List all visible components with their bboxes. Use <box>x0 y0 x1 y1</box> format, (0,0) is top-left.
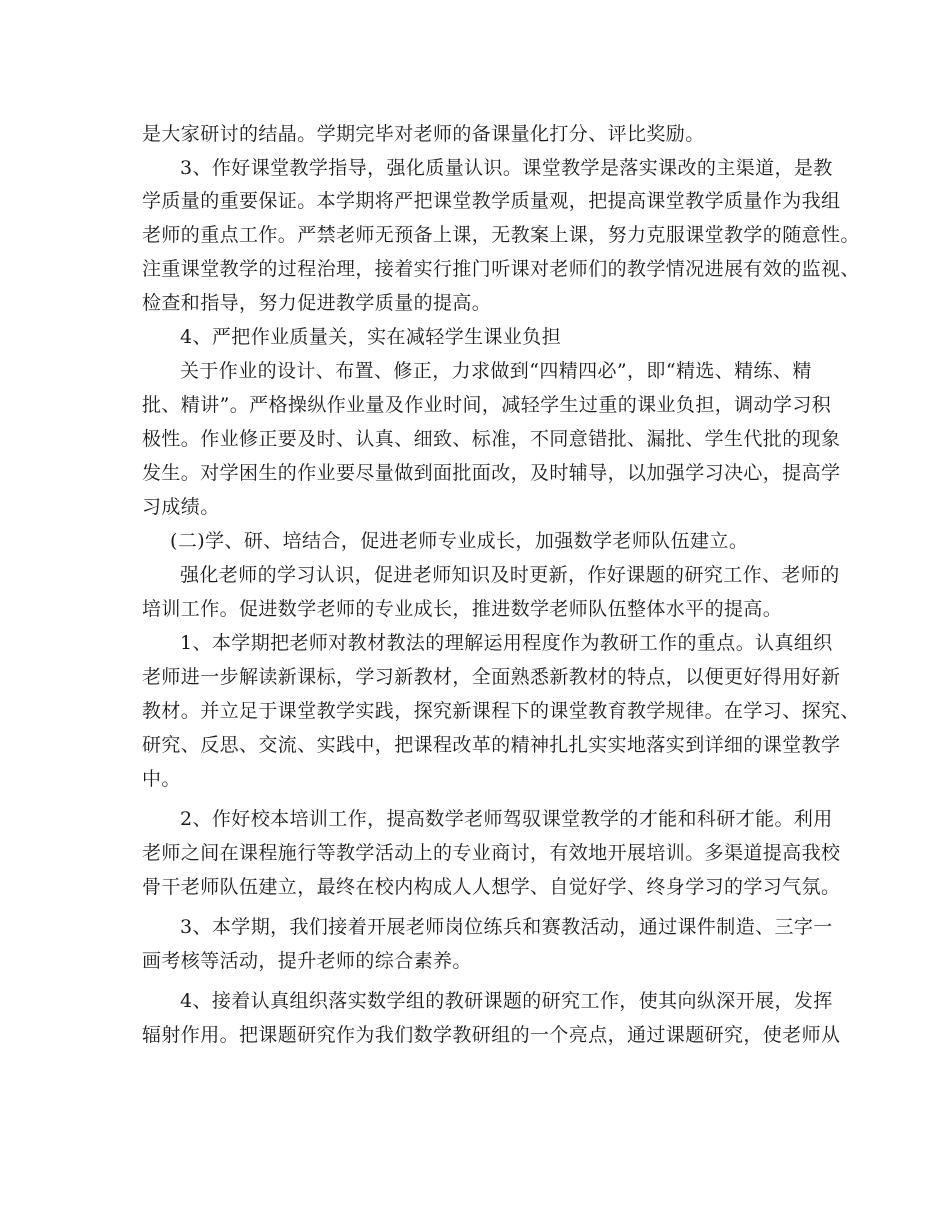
text-line: 强化老师的学习认识，促进老师知识及时更新，作好课题的研究工作、老师的 <box>180 564 840 586</box>
text-line: 习成绩。 <box>142 496 220 518</box>
text-line: 老师的重点工作。严禁老师无预备上课，无教案上课，努力克服课堂教学的随意性。 <box>142 224 860 246</box>
text-line: 教材。并立足于课堂教学实践，探究新课程下的课堂教育教学规律。在学习、探究、 <box>142 700 860 722</box>
text-line: 画考核等活动，提升老师的综合素养。 <box>142 950 472 972</box>
text-line: 4、接着认真组织落实数学组的教研课题的研究工作，使其向纵深开展，发挥 <box>180 990 833 1012</box>
text-line: 研究、反思、交流、实践中，把课程改革的精神扎扎实实地落实到详细的课堂教学 <box>142 734 841 756</box>
text-line: 学质量的重要保证。本学期将严把课堂教学质量观，把提高课堂教学质量作为我组 <box>142 190 841 212</box>
text-line: 注重课堂教学的过程治理，接着实行推门听课对老师们的教学情况进展有效的监视、 <box>142 258 860 280</box>
text-line: 老师进一步解读新课标，学习新教材，全面熟悉新教材的特点，以便更好得用好新 <box>142 666 841 688</box>
text-line: 培训工作。促进数学老师的专业成长，推进数学老师队伍整体水平的提高。 <box>142 598 783 620</box>
text-line: 2、作好校本培训工作，提高数学老师驾驭课堂教学的才能和科研才能。利用 <box>180 808 833 830</box>
text-line: 老师之间在课程施行等教学活动上的专业商讨，有效地开展培训。多渠道提高我校 <box>142 842 841 864</box>
text-line: 辐射作用。把课题研究作为我们数学教研组的一个亮点，通过课题研究，使老师从 <box>142 1024 841 1046</box>
text-line: 是大家研讨的结晶。学期完毕对老师的备课量化打分、评比奖励。 <box>142 123 705 145</box>
text-line: 4、严把作业质量关，实在减轻学生课业负担 <box>180 326 562 348</box>
text-line: 1、本学期把老师对教材教法的理解运用程度作为教研工作的重点。认真组织 <box>180 632 833 654</box>
text-line: 发生。对学困生的作业要尽量做到面批面改，及时辅导，以加强学习决心，提高学 <box>142 462 841 484</box>
text-line: 3、作好课堂教学指导，强化质量认识。课堂教学是落实课改的主渠道，是教 <box>180 157 833 179</box>
text-line: 关于作业的设计、布置、修正，力求做到“四精四必”，即“精选、精练、精 <box>180 360 812 382</box>
section-heading: (二)学、研、培结合，促进老师专业成长，加强数学老师队伍建立。 <box>170 530 749 552</box>
text-line: 批、精讲”。严格操纵作业量及作业时间，减轻学生过重的课业负担，调动学习积 <box>142 394 832 416</box>
text-line: 极性。作业修正要及时、认真、细致、标准，不同意错批、漏批、学生代批的现象 <box>142 428 841 450</box>
text-line: 中。 <box>142 768 181 790</box>
text-line: 骨干老师队伍建立，最终在校内构成人人想学、自觉好学、终身学习的学习气氛。 <box>142 876 841 898</box>
text-line: 3、本学期，我们接着开展老师岗位练兵和赛教活动，通过课件制造、三字一 <box>180 916 833 938</box>
text-line: 检查和指导，努力促进教学质量的提高。 <box>142 292 492 314</box>
